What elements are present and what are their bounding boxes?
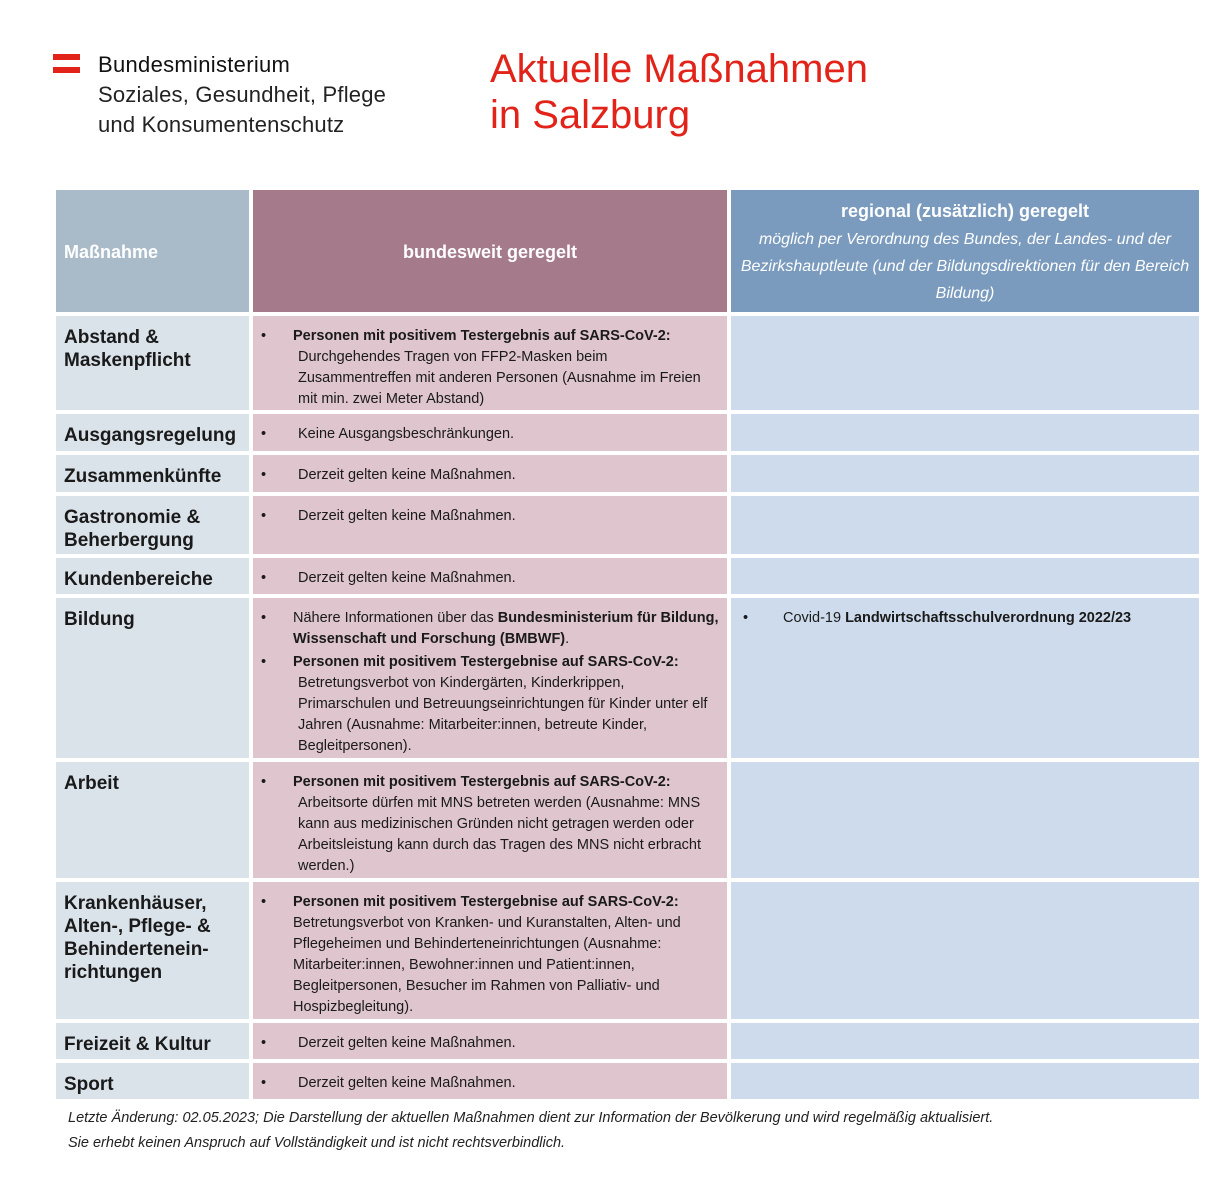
table-row xyxy=(56,414,1199,451)
bullet-icon: • xyxy=(261,570,267,586)
ministry-line-2: Soziales, Gesundheit, Pflege xyxy=(98,82,387,107)
list-item: • Derzeit gelten keine Maßnahmen. xyxy=(261,568,721,589)
bullet-icon: • xyxy=(743,610,749,626)
list-item: • Personen mit positivem Testergebnis auf SARS-CoV-2: Arbeitsorte dürfen mit MNS betreten werden (Ausnahme: MNS kann aus medizinischen Gründen nicht getragen werden oder Arbeitsleistung kann durch das Tragen des MNS nicht erbracht werden.) xyxy=(261,774,701,874)
footer-line-2: Sie erhebt keinen Anspruch auf Vollständigkeit und ist nicht rechtsverbindlich. xyxy=(68,1135,566,1151)
bullet-icon: • xyxy=(261,508,267,524)
table-row xyxy=(56,316,1199,410)
list-item: • Keine Ausgangsbeschränkungen. xyxy=(261,424,721,445)
header-federal-cell xyxy=(253,190,727,312)
table-row xyxy=(56,882,1199,1019)
list-item: • Personen mit positivem Testergebnise auf SARS-CoV-2: Betretungsverbot von Kindergärten, Kinderkrippen, Primarschulen und Betreuungseinrichtungen für Kinder unter elf Jahren (Ausnahme: Mitarbeiter:innen, betreute Kinder, Begleitpersonen). xyxy=(261,654,708,754)
regional-cell xyxy=(731,1023,1199,1059)
row-label: Sport xyxy=(64,1074,114,1095)
header-federal: bundesweit geregelt xyxy=(402,242,578,262)
list-item: • Derzeit gelten keine Maßnahmen. xyxy=(261,1073,721,1094)
table-row xyxy=(56,558,1199,594)
bullet-icon: • xyxy=(261,426,267,442)
bullet-icon: • xyxy=(261,654,267,670)
regional-cell xyxy=(731,762,1199,878)
regional-cell xyxy=(731,558,1199,594)
table-row xyxy=(56,1023,1199,1059)
flag-stripe-bottom xyxy=(53,67,80,73)
header-measure-cell xyxy=(56,190,249,312)
list-item: • Derzeit gelten keine Maßnahmen. xyxy=(261,1033,721,1054)
title-line-1: Aktuelle Maßnahmen xyxy=(490,47,868,91)
list-item: • Nähere Informationen über das Bundesministerium für Bildung, Wissenschaft und Forschung (BMBWF). xyxy=(261,610,719,647)
ministry-name xyxy=(98,50,386,140)
flag-stripe-top xyxy=(53,54,80,60)
austria-flag-logo xyxy=(53,54,80,74)
regional-cell xyxy=(731,882,1199,1019)
bullet-icon: • xyxy=(261,467,267,483)
header-regional-title: regional (zusätzlich) geregelt xyxy=(840,201,1090,221)
row-label: Ausgangsregelung xyxy=(64,425,237,446)
row-label: Arbeit xyxy=(64,773,119,794)
bullet-icon: • xyxy=(261,328,267,344)
footer-line-1: Letzte Änderung: 02.05.2023; Die Darstellung der aktuellen Maßnahmen dient zur Information der Bevölkerung und wird regelmäßig aktualisiert. xyxy=(68,1110,994,1126)
row-label: Freizeit & Kultur xyxy=(64,1034,211,1055)
footer-note xyxy=(68,1106,993,1156)
page-title xyxy=(490,46,868,138)
regional-cell xyxy=(731,598,1199,758)
bmbwf-link[interactable]: Bundesministerium für Bildung, Wissenschaft und Forschung (BMBWF) xyxy=(293,610,719,647)
table-row xyxy=(56,762,1199,878)
regional-cell xyxy=(731,316,1199,410)
ministry-line-1: Bundesministerium xyxy=(98,52,291,77)
table-row xyxy=(56,598,1199,758)
list-item: • Personen mit positivem Testergebnise auf SARS-CoV-2: Betretungsverbot von Kranken- und Kuranstalten, Alten- und Pflegeheimen und Behinderteneinrichtungen (Ausnahme: Mitarbeiter:innen, Bewohner:innen und Patient:innen, Begleitpersonen, Besucher im Rahmen von Palliativ- und Hospizbegleitung). xyxy=(261,894,681,1015)
header-measure: Maßnahme xyxy=(64,242,159,262)
row-label: Kundenbereiche xyxy=(64,569,213,590)
row-label: Abstand & Maskenpflicht xyxy=(64,327,191,371)
title-line-2: in Salzburg xyxy=(490,93,691,137)
bullet-icon: • xyxy=(261,610,267,626)
federal-list xyxy=(261,326,721,410)
list-item: • Derzeit gelten keine Maßnahmen. xyxy=(261,465,721,486)
regional-cell xyxy=(731,455,1199,492)
row-label: Krankenhäuser, Alten-, Pflege- & Behindertenein- richtungen xyxy=(64,893,211,983)
bullet-icon: • xyxy=(261,774,267,790)
regional-cell xyxy=(731,414,1199,451)
row-label: Bildung xyxy=(64,609,135,630)
list-item: • Derzeit gelten keine Maßnahmen. xyxy=(261,506,721,527)
regulation-link[interactable]: Landwirtschaftsschulverordnung 2022/23 xyxy=(845,610,1132,626)
table-row xyxy=(56,455,1199,492)
table-row xyxy=(56,496,1199,554)
regional-cell xyxy=(731,496,1199,554)
table-header-row xyxy=(56,190,1199,312)
list-item: • Covid-19 Landwirtschaftsschulverordnung 2022/23 xyxy=(739,608,1193,629)
list-item: • Personen mit positivem Testergebnis auf SARS-CoV-2: Durchgehendes Tragen von FFP2-Masken beim Zusammentreffen mit anderen Personen (Ausnahme im Freien mit min. zwei Meter Abstand) xyxy=(261,328,701,407)
bullet-icon: • xyxy=(261,1075,267,1091)
header-regional-subtitle: möglich per Verordnung des Bundes, der Landes- und der Bezirkshauptleute (und der Bildungsdirektionen für den Bereich Bildung) xyxy=(740,231,1190,302)
regional-cell xyxy=(731,1063,1199,1099)
ministry-line-3: und Konsumentenschutz xyxy=(98,112,345,137)
row-label: Zusammenkünfte xyxy=(64,466,222,487)
row-label: Gastronomie & Beherbergung xyxy=(64,507,201,551)
bullet-icon: • xyxy=(261,1035,267,1051)
bullet-icon: • xyxy=(261,894,267,910)
header-regional-cell xyxy=(731,190,1199,312)
table-row xyxy=(56,1063,1199,1099)
